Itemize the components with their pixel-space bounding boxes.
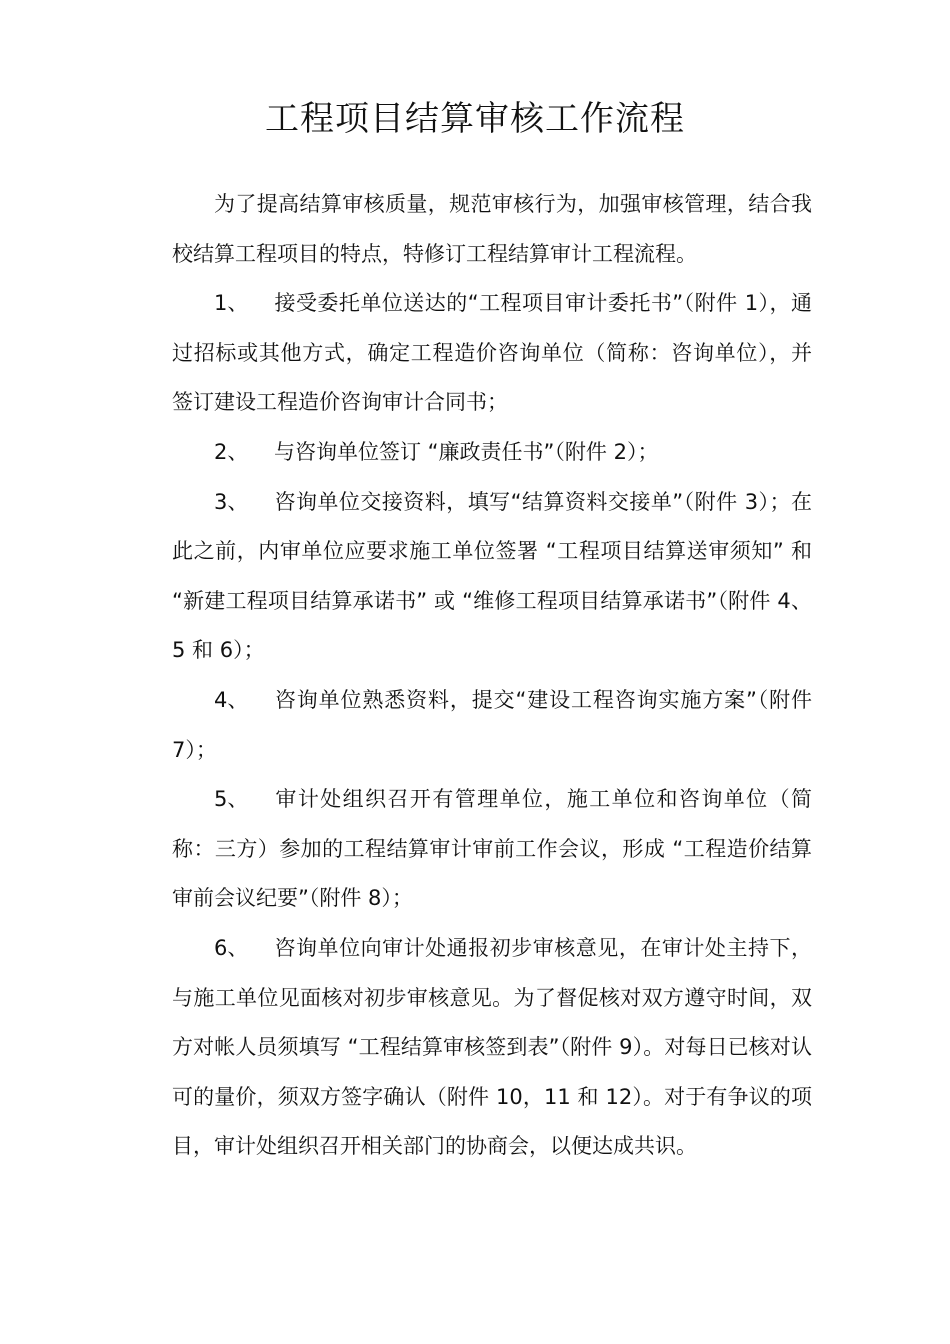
list-item bbox=[172, 775, 812, 924]
item-number: 1、 bbox=[214, 291, 249, 316]
list-item bbox=[172, 428, 812, 478]
item-number: 5、 bbox=[214, 787, 249, 812]
item-text: 审计处组织召开有管理单位，施工单位和咨询单位（简称：三方）参加的工程结算审计审前工作会议，形成 “工程造价结算审前会议纪要”（附件 8）； bbox=[172, 787, 812, 911]
intro-paragraph: 为了提高结算审核质量，规范审核行为，加强审核管理，结合我校结算工程项目的特点，特修订工程结算审计工程流程。 bbox=[172, 192, 812, 266]
list-item bbox=[172, 279, 812, 428]
item-text: 与咨询单位签订 “廉政责任书”（附件 2）； bbox=[274, 439, 659, 464]
item-number: 2、 bbox=[214, 439, 249, 464]
list-item bbox=[172, 924, 812, 1172]
item-number: 4、 bbox=[214, 687, 249, 712]
item-number: 3、 bbox=[214, 489, 249, 514]
item-number: 6、 bbox=[214, 935, 249, 960]
item-text: 接受委托单位送达的“工程项目审计委托书”（附件 1），通过招标或其他方式，确定工程造价咨询单位（简称：咨询单位），并签订建设工程造价咨询审计合同书； bbox=[172, 291, 812, 415]
item-text: 咨询单位向审计处通报初步审核意见，在审计处主持下，与施工单位见面核对初步审核意见。为了督促核对双方遵守时间，双方对帐人员须填写 “工程结算审核签到表”（附件 9）。对每日已核对认可的量价，须双方签字确认（附件 10，11 和 12）。对于有争议的项目，审计处组织召开相关部门的协商会，以便达成共识。 bbox=[172, 935, 812, 1159]
list-item bbox=[172, 478, 812, 676]
list-item bbox=[172, 676, 812, 775]
document-body bbox=[172, 180, 812, 1172]
item-text: 咨询单位交接资料，填写“结算资料交接单”（附件 3）；在此之前，内审单位应要求施工单位签署 “工程项目结算送审须知” 和 “新建工程项目结算承诺书” 或 “维修工程项目结算承诺书”（附件 4、5 和 6）； bbox=[172, 489, 812, 663]
item-text: 咨询单位熟悉资料，提交“建设工程咨询实施方案”（附件 7）； bbox=[172, 687, 812, 762]
document-title: 工程项目结算审核工作流程 bbox=[265, 99, 685, 139]
